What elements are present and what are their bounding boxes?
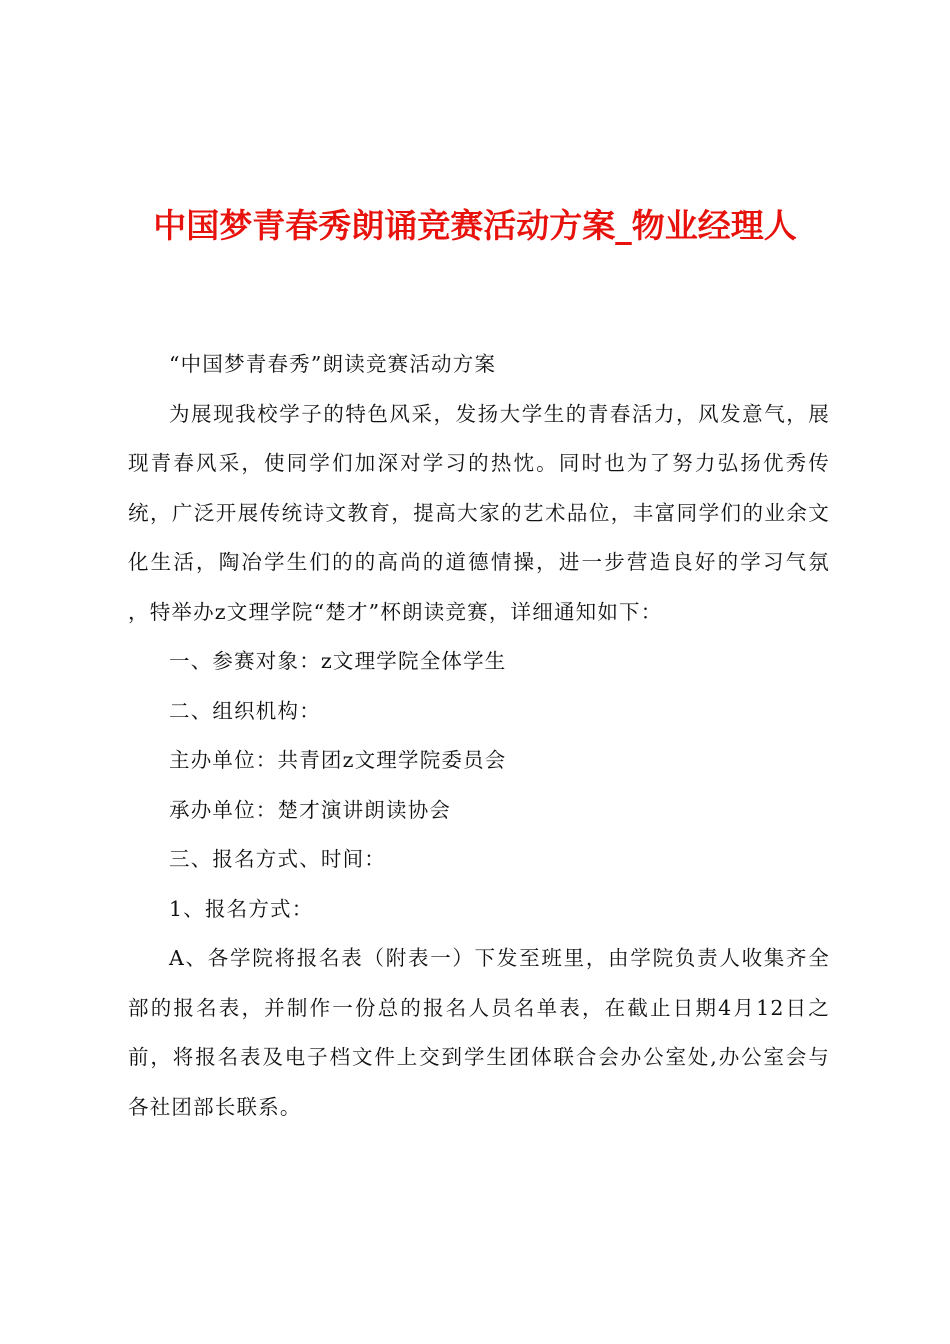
intro-paragraph: 为展现我校学子的特色风采，发扬大学生的青春活力，风发意气，展现青春风采，使同学们加深对学习的热忱。同时也为了努力弘扬优秀传统，广泛开展传统诗文教育，提高大家的艺术品位，丰富同学们的业余文化生活，陶冶学生们的的高尚的道德情操，进一步营造良好的学习气氛 ，特举办z文理学院“楚才”杯朗读竞赛，详细通知如下： [128, 401, 830, 624]
section-registration: 三、报名方式、时间： [169, 847, 386, 871]
subtitle-paragraph: “中国梦青春秀”朗读竞赛活动方案 [169, 352, 497, 376]
registration-method-paragraph: A、各学院将报名表（附表一）下发至班里，由学院负责人收集齐全部的报名表，并制作一份总的报名人员名单表，在截止日期4月12日之前，将报名表及电子档文件上交到学生团体联合会办公室处,办公室会与各社团部长联系。 [128, 946, 830, 1119]
co-organizer-paragraph: 承办单位：楚才演讲朗读协会 [169, 797, 452, 822]
document-title: 中国梦青春秀朗诵竞赛活动方案_物业经理人 [153, 206, 797, 245]
section-participants: 一、参赛对象：z文理学院全体学生 [169, 649, 507, 673]
section-organization: 二、组织机构： [169, 698, 321, 723]
document-body [128, 340, 830, 1132]
registration-method-heading: 1、报名方式： [169, 896, 314, 921]
organizer-paragraph: 主办单位：共青团z文理学院委员会 [169, 748, 507, 772]
